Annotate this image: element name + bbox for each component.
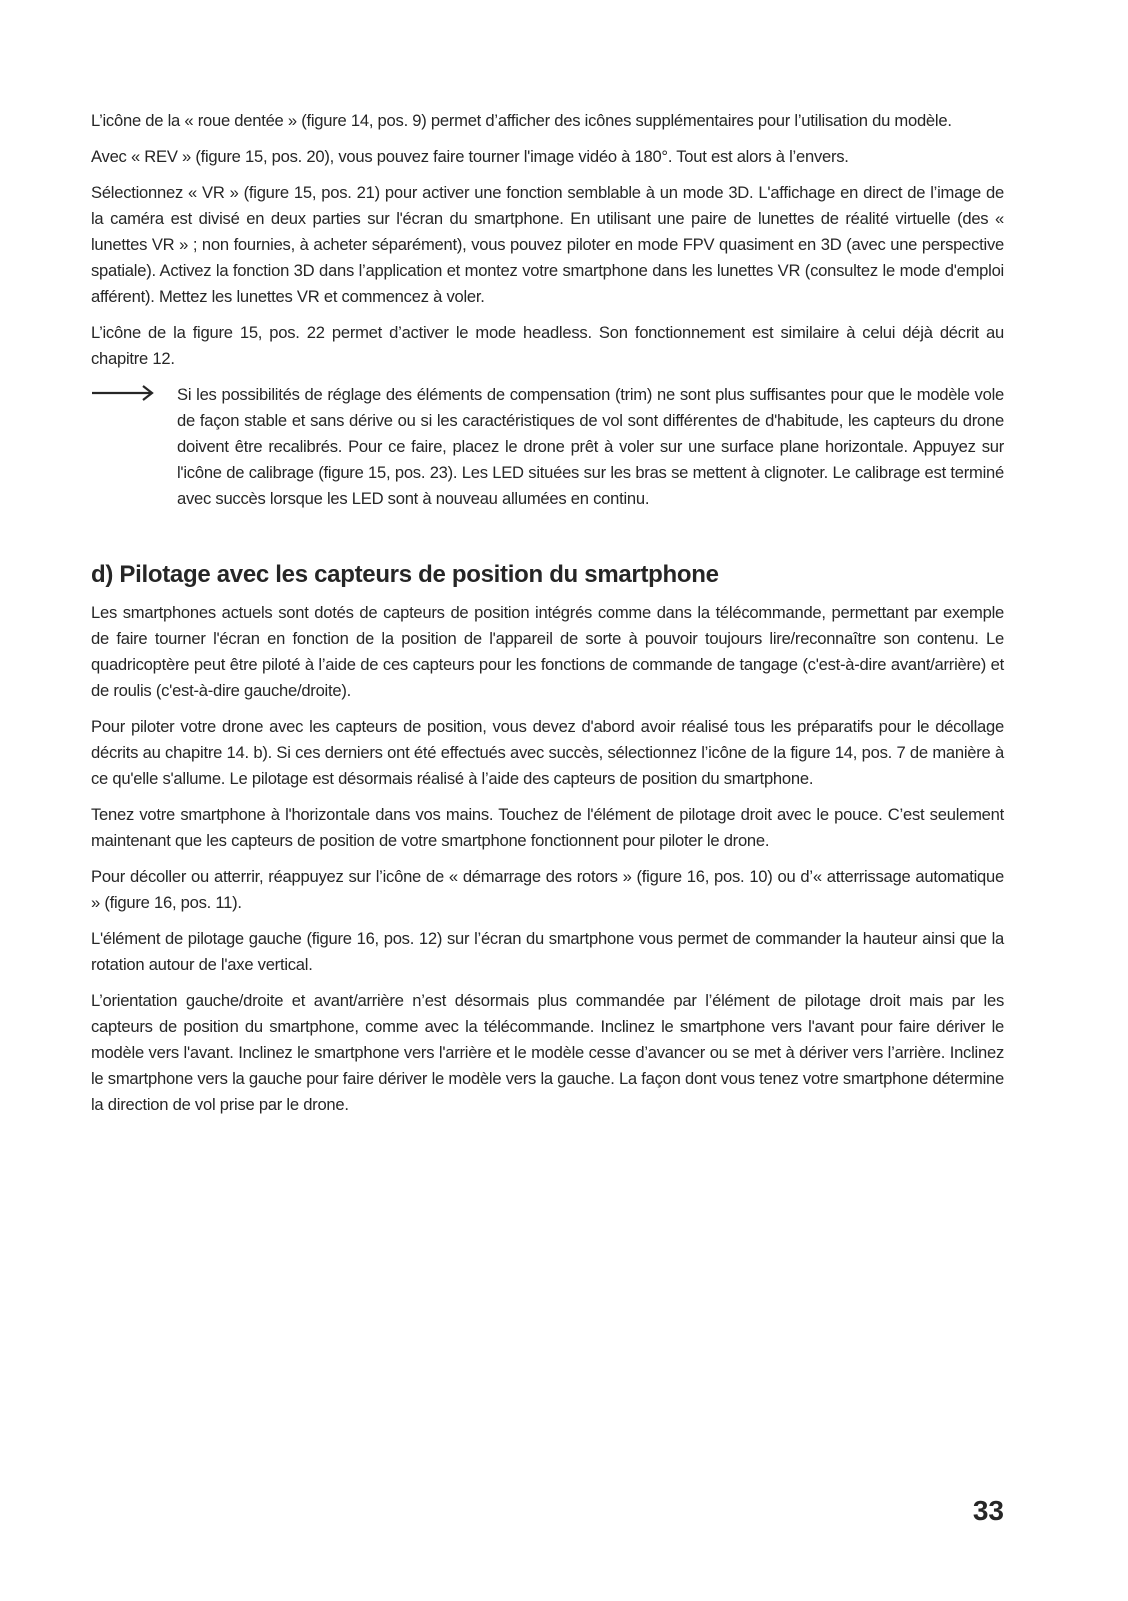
arrow-right-icon bbox=[91, 384, 155, 402]
paragraph-gear-icon-info: L’icône de la « roue dentée » (figure 14, pos. 9) permet d’afficher des icônes supplémentaires pour l’utilisation du modèle. bbox=[91, 111, 952, 130]
calibration-note-text: Si les possibilités de réglage des éléments de compensation (trim) ne sont plus suffisantes pour que le modèle vole de façon stable et sans dérive ou si les caractéristiques de vol sont différentes de d'habitude, les capteurs du drone doivent être recalibrés. Pour ce faire, placez le drone prêt à voler sur une surface plane horizontale. Appuyez sur l'icône de calibrage (figure 15, pos. 23). Les LED situées sur les bras se mettent à clignoter. Le calibrage est terminé avec succès lorsque les LED sont à nouveau allumées en continu. bbox=[177, 385, 1004, 508]
section-title: d) Pilotage avec les capteurs de position du smartphone bbox=[91, 561, 719, 588]
page-number: 33 bbox=[972, 1495, 1004, 1526]
calibration-note bbox=[91, 382, 1004, 512]
paragraph-takeoff-landing: Pour décoller ou atterrir, réappuyez sur l’icône de « démarrage des rotors » (figure 16, pos. 10) ou d’« atterrissage automatique » (figure 16, pos. 11). bbox=[91, 867, 1004, 912]
paragraph-headless-info: L’icône de la figure 15, pos. 22 permet d’activer le mode headless. Son fonctionnement est similaire à celui déjà décrit au chapitre 12. bbox=[91, 323, 1004, 368]
paragraph-orientation: L’orientation gauche/droite et avant/arrière n’est désormais plus commandée par l’élément de pilotage droit mais par les capteurs de position du smartphone, comme avec la télécommande. Inclinez le smartphone vers l'avant pour faire dériver le modèle vers l'avant. Inclinez le smartphone vers l'arrière et le modèle cesse d’avancer ou se met à dériver vers l’arrière. Inclinez le smartphone vers la gauche pour faire dériver le modèle vers la gauche. La façon dont vous tenez votre smartphone détermine la direction de vol prise par le drone. bbox=[91, 991, 1004, 1114]
paragraph-rev-info: Avec « REV » (figure 15, pos. 20), vous pouvez faire tourner l'image vidéo à 180°. Tout est alors à l’envers. bbox=[91, 147, 849, 166]
paragraph-left-control: L'élément de pilotage gauche (figure 16, pos. 12) sur l’écran du smartphone vous permet de commander la hauteur ainsi que la rotation autour de l'axe vertical. bbox=[91, 929, 1004, 974]
page-content bbox=[91, 108, 1004, 1128]
paragraph-sensor-activation: Pour piloter votre drone avec les capteurs de position, vous devez d'abord avoir réalisé tous les préparatifs pour le décollage décrits au chapitre 14. b). Si ces derniers ont été effectués avec succès, sélectionnez l’icône de la figure 14, pos. 7 de manière à ce qu'elle s'allume. Le pilotage est désormais réalisé à l’aide des capteurs de position du smartphone. bbox=[91, 717, 1004, 788]
paragraph-vr-info: Sélectionnez « VR » (figure 15, pos. 21) pour activer une fonction semblable à un mode 3D. L'affichage en direct de l’image de la caméra est divisé en deux parties sur l'écran du smartphone. En utilisant une paire de lunettes de réalité virtuelle (des « lunettes VR » ; non fournies, à acheter séparément), vous pouvez piloter en mode FPV quasiment en 3D (avec une perspective spatiale). Activez la fonction 3D dans l’application et montez votre smartphone dans les lunettes VR (consultez le mode d'emploi afférent). Mettez les lunettes VR et commencez à voler. bbox=[91, 183, 1004, 306]
paragraph-sensors-intro: Les smartphones actuels sont dotés de capteurs de position intégrés comme dans la télécommande, permettant par exemple de faire tourner l'écran en fonction de la position de l'appareil de sorte à pouvoir toujours lire/reconnaître son contenu. Le quadricoptère peut être piloté à l’aide de ces capteurs pour les fonctions de commande de tangage (c'est-à-dire avant/arrière) et de roulis (c'est-à-dire gauche/droite). bbox=[91, 603, 1004, 700]
paragraph-hold-horizontal: Tenez votre smartphone à l'horizontale dans vos mains. Touchez de l'élément de pilotage droit avec le pouce. C’est seulement maintenant que les capteurs de position de votre smartphone fonctionnent pour piloter le drone. bbox=[91, 805, 1004, 850]
